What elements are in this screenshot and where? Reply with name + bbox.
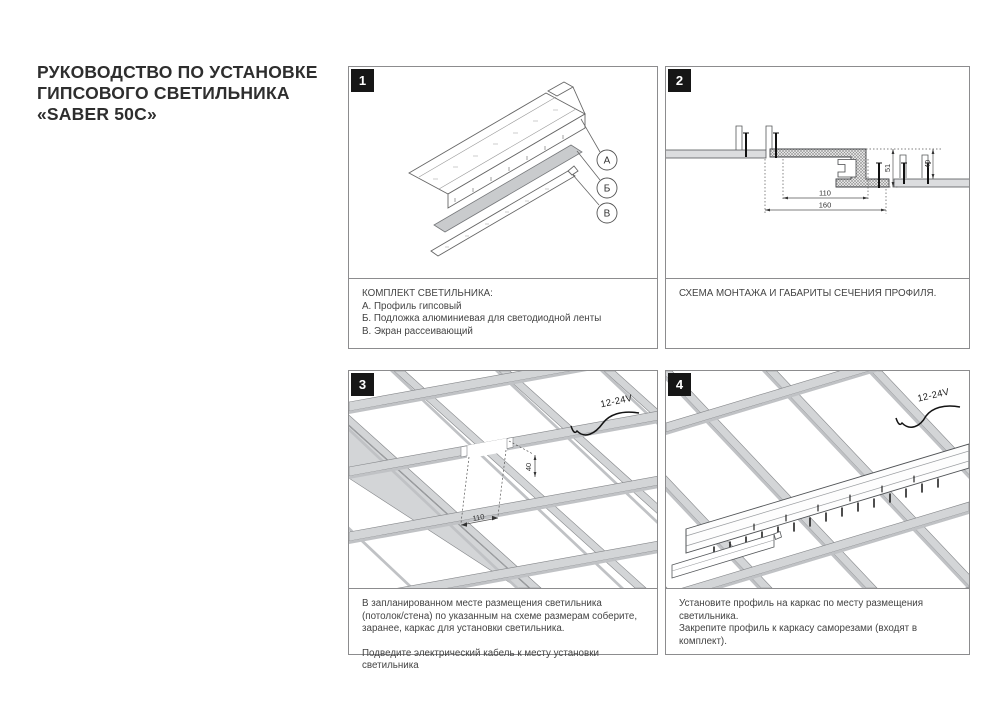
caption-title: КОМПЛЕКТ СВЕТИЛЬНИКА: [362, 288, 493, 299]
panel-number-badge: 3 [351, 373, 374, 396]
page-title-line: «SABER 50C» [37, 104, 157, 124]
panel-2-cross-section [665, 66, 970, 349]
caption-paragraph: Подведите электрический кабель к месту установки светильника [362, 647, 599, 671]
panel-number-badge: 1 [351, 69, 374, 92]
panel-2-caption [666, 278, 969, 348]
page-title [37, 62, 318, 125]
dimension-160-label: 160 [818, 200, 832, 210]
profile-installation-svg [666, 371, 969, 588]
cross-section-svg [666, 67, 969, 278]
caption-item: В. Экран рассеивающий [362, 325, 473, 337]
dimension-40-label: 40 [923, 159, 932, 169]
voltage-label: 12-24V [599, 392, 634, 411]
part-label-v: В [603, 208, 611, 220]
panel-1-caption [349, 278, 657, 348]
gap-width-label: 110 [471, 511, 486, 524]
exploded-view-diagram [349, 67, 657, 278]
led-channel-slot [838, 160, 856, 178]
cross-section-diagram [666, 67, 969, 278]
panel-number-badge: 2 [668, 69, 691, 92]
frame-grid-svg [349, 371, 657, 588]
exploded-view-svg [349, 67, 657, 278]
page-title-line: РУКОВОДСТВО ПО УСТАНОВКЕ [37, 62, 318, 82]
panel-3-caption [349, 588, 657, 671]
panel-4-caption [666, 588, 969, 654]
caption-item: А. Профиль гипсовый [362, 300, 462, 312]
part-label-circles [597, 150, 617, 223]
frame-grid-diagram [349, 371, 657, 588]
part-label-a: А [603, 155, 611, 167]
gypsum-profile-section [770, 149, 889, 187]
panel-4-profile-install [665, 370, 970, 655]
page-title-line: ГИПСОВОГО СВЕТИЛЬНИКА [37, 83, 290, 103]
panel-1-kit [348, 66, 658, 349]
dimension-51-label: 51 [883, 163, 892, 173]
caption-text: СХЕМА МОНТАЖА И ГАБАРИТЫ СЕЧЕНИЯ ПРОФИЛЯ. [679, 288, 937, 299]
caption-line: Установите профиль на каркас по месту размещения светильника. [679, 598, 924, 622]
dimension-110-label: 110 [819, 188, 831, 198]
caption-item: Б. Подложка алюминиевая для светодиодной ленты [362, 313, 602, 324]
voltage-label: 12-24V [916, 386, 951, 405]
caption-line: Закрепите профиль к каркасу саморезами (входят в комплект). [679, 623, 918, 647]
gap-height-label: 40 [524, 462, 533, 472]
caption-paragraph: В запланированном месте размещения светильника (потолок/стена) по указанным на схеме размерам соберите, заранее, каркас для установки светильника. [362, 598, 638, 634]
profile-installation-diagram [666, 371, 969, 588]
panel-3-frame-grid [348, 370, 658, 671]
panel-number-badge: 4 [668, 373, 691, 396]
part-label-b: Б [603, 183, 611, 195]
